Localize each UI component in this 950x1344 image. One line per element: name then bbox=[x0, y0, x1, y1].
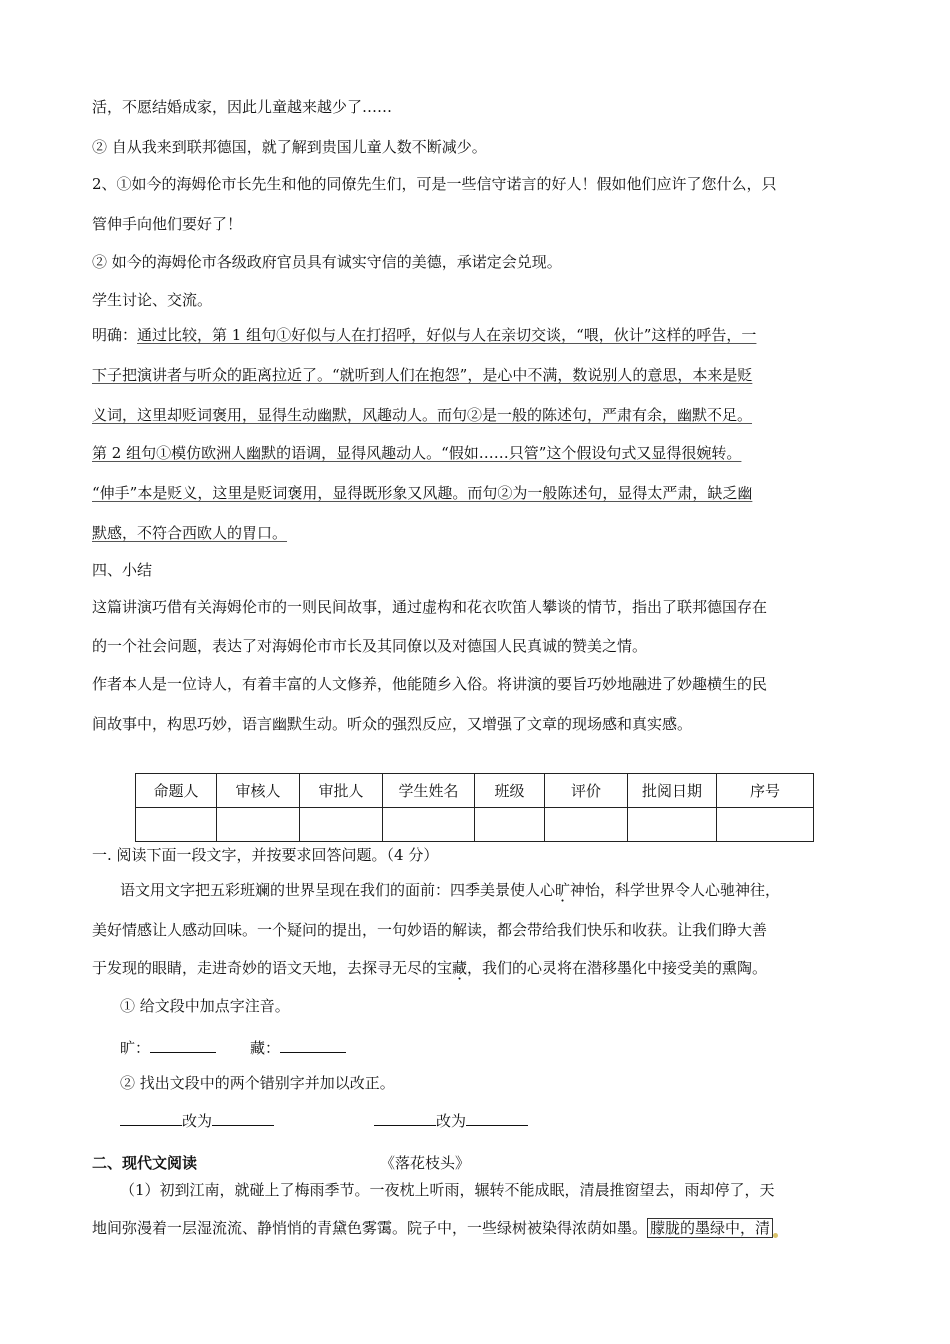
question-title: 一. 阅读下面一段文字，并按要求回答问题。（4 分） bbox=[92, 846, 439, 864]
passage-line: 于发现的眼睛，走进奇妙的语文天地，去探寻无尽的宝藏，我们的心灵将在潜移墨化中接受美的熏陶。 bbox=[92, 959, 768, 977]
answer-blank[interactable] bbox=[120, 1109, 182, 1126]
text-line: ② 如今的海姆伦市各级政府官员具有诚实守信的美德，承诺定会兑现。 bbox=[92, 253, 562, 271]
header-cell: 班级 bbox=[475, 774, 545, 808]
blank-cell[interactable] bbox=[545, 808, 628, 842]
dotted-char: 藏 bbox=[452, 959, 468, 977]
blank-cell[interactable] bbox=[136, 808, 217, 842]
answer-blank[interactable] bbox=[374, 1109, 436, 1126]
text-line: ② 自从我来到联邦德国，就了解到贵国儿童人数不断减少。 bbox=[92, 138, 487, 156]
summary-heading: 四、小结 bbox=[92, 561, 153, 579]
passage-line: 美好情感让人感动回味。一个疑问的提出，一句妙语的解读，都会带给我们快乐和收获。让我们睁大善 bbox=[92, 921, 768, 939]
text-line: 活，不愿结婚成家，因此儿童越来越少了…… bbox=[92, 98, 393, 116]
clarify-line-1 bbox=[92, 325, 756, 345]
blank-cell[interactable] bbox=[300, 808, 383, 842]
answer-blank[interactable] bbox=[212, 1109, 274, 1126]
text-line: 管伸手向他们要好了！ bbox=[92, 215, 243, 233]
summary-line: 的一个社会问题，表达了对海姆伦市市长及其同僚以及对德国人民真诚的赞美之情。 bbox=[92, 637, 648, 655]
header-cell: 学生姓名 bbox=[383, 774, 475, 808]
text-line: 学生讨论、交流。 bbox=[92, 291, 213, 309]
article-line: 地间弥漫着一层湿流流、静悄悄的青黛色雾霭。院子中，一些绿树被染得浓荫如墨。 朦胧的墨绿中，清 bbox=[92, 1218, 778, 1238]
clarify-line-2: 下子把演讲者与听众的距离拉近了。“就听到人们在抱怨”，是心中不满，数说别人的意思，本来是贬 bbox=[92, 366, 753, 384]
dotted-char: 旷 bbox=[555, 881, 571, 899]
blank-cell[interactable] bbox=[475, 808, 545, 842]
info-table bbox=[135, 773, 814, 842]
clarify-line-6: 默感，不符合西欧人的胃口。 bbox=[92, 524, 288, 542]
header-cell: 审批人 bbox=[300, 774, 383, 808]
answer-blank[interactable] bbox=[150, 1036, 216, 1053]
marker-dot bbox=[773, 1233, 778, 1238]
clarify-line-4: 第 2 组句①模仿欧洲人幽默的语调，显得风趣动人。“假如……只管”这个假设句式又显得很婉转。 bbox=[92, 444, 742, 462]
boxed-phrase: 朦胧的墨绿中，清 bbox=[647, 1218, 773, 1238]
section-heading: 二、现代文阅读 bbox=[92, 1154, 198, 1172]
article-title: 《落花枝头》 bbox=[380, 1154, 471, 1172]
article-line: （1）初到江南，就碰上了梅雨季节。一夜枕上听雨，辗转不能成眠，清晨推窗望去，雨却停了，天 bbox=[120, 1181, 775, 1199]
header-cell: 序号 bbox=[717, 774, 814, 808]
text-line: 2、①如今的海姆伦市长先生和他的同僚先生们，可是一些信守诺言的好人！假如他们应许了您什么，只 bbox=[92, 175, 777, 193]
summary-line: 间故事中，构思巧妙，语言幽默生动。听众的强烈反应，又增强了文章的现场感和真实感。 bbox=[92, 715, 693, 733]
passage-line: 语文用文字把五彩班斓的世界呈现在我们的面前：四季美景使人心旷神怡，科学世界令人心驰神往， bbox=[120, 881, 781, 899]
header-cell: 审核人 bbox=[217, 774, 300, 808]
header-cell: 评价 bbox=[545, 774, 628, 808]
pinyin-answers: 旷： 藏： bbox=[120, 1036, 346, 1058]
header-cell: 批阅日期 bbox=[628, 774, 717, 808]
blank-cell[interactable] bbox=[383, 808, 475, 842]
blank-cell[interactable] bbox=[628, 808, 717, 842]
answer-blank[interactable] bbox=[466, 1109, 528, 1126]
header-cell: 命题人 bbox=[136, 774, 217, 808]
clarify-line-3: 义词，这里却贬词褒用，显得生动幽默，风趣动人。而句②是一般的陈述句，严肃有余，幽默不足。 bbox=[92, 406, 753, 424]
sub-question-1: ① 给文段中加点字注音。 bbox=[120, 997, 290, 1015]
clarify-text: 通过比较，第 1 组句①好似与人在打招呼，好似与人在亲切交谈，“喂，伙计”这样的呼告，一 bbox=[137, 326, 757, 344]
summary-line: 作者本人是一位诗人，有着丰富的人文修养，他能随乡入俗。将讲演的要旨巧妙地融进了妙趣横生的民 bbox=[92, 675, 768, 693]
clarify-prefix: 明确： bbox=[92, 326, 138, 344]
answer-blank[interactable] bbox=[280, 1036, 346, 1053]
blank-cell[interactable] bbox=[717, 808, 814, 842]
blank-cell[interactable] bbox=[217, 808, 300, 842]
correction-answers: 改为 改为 bbox=[120, 1109, 528, 1131]
summary-line: 这篇讲演巧借有关海姆伦市的一则民间故事，通过虚构和花衣吹笛人攀谈的情节，指出了联邦德国存在 bbox=[92, 598, 768, 616]
clarify-line-5: “伸手”本是贬义，这里是贬词褒用，显得既形象又风趣。而句②为一般陈述句，显得太严肃，缺乏幽 bbox=[92, 484, 753, 502]
sub-question-2: ② 找出文段中的两个错别字并加以改正。 bbox=[120, 1074, 395, 1092]
